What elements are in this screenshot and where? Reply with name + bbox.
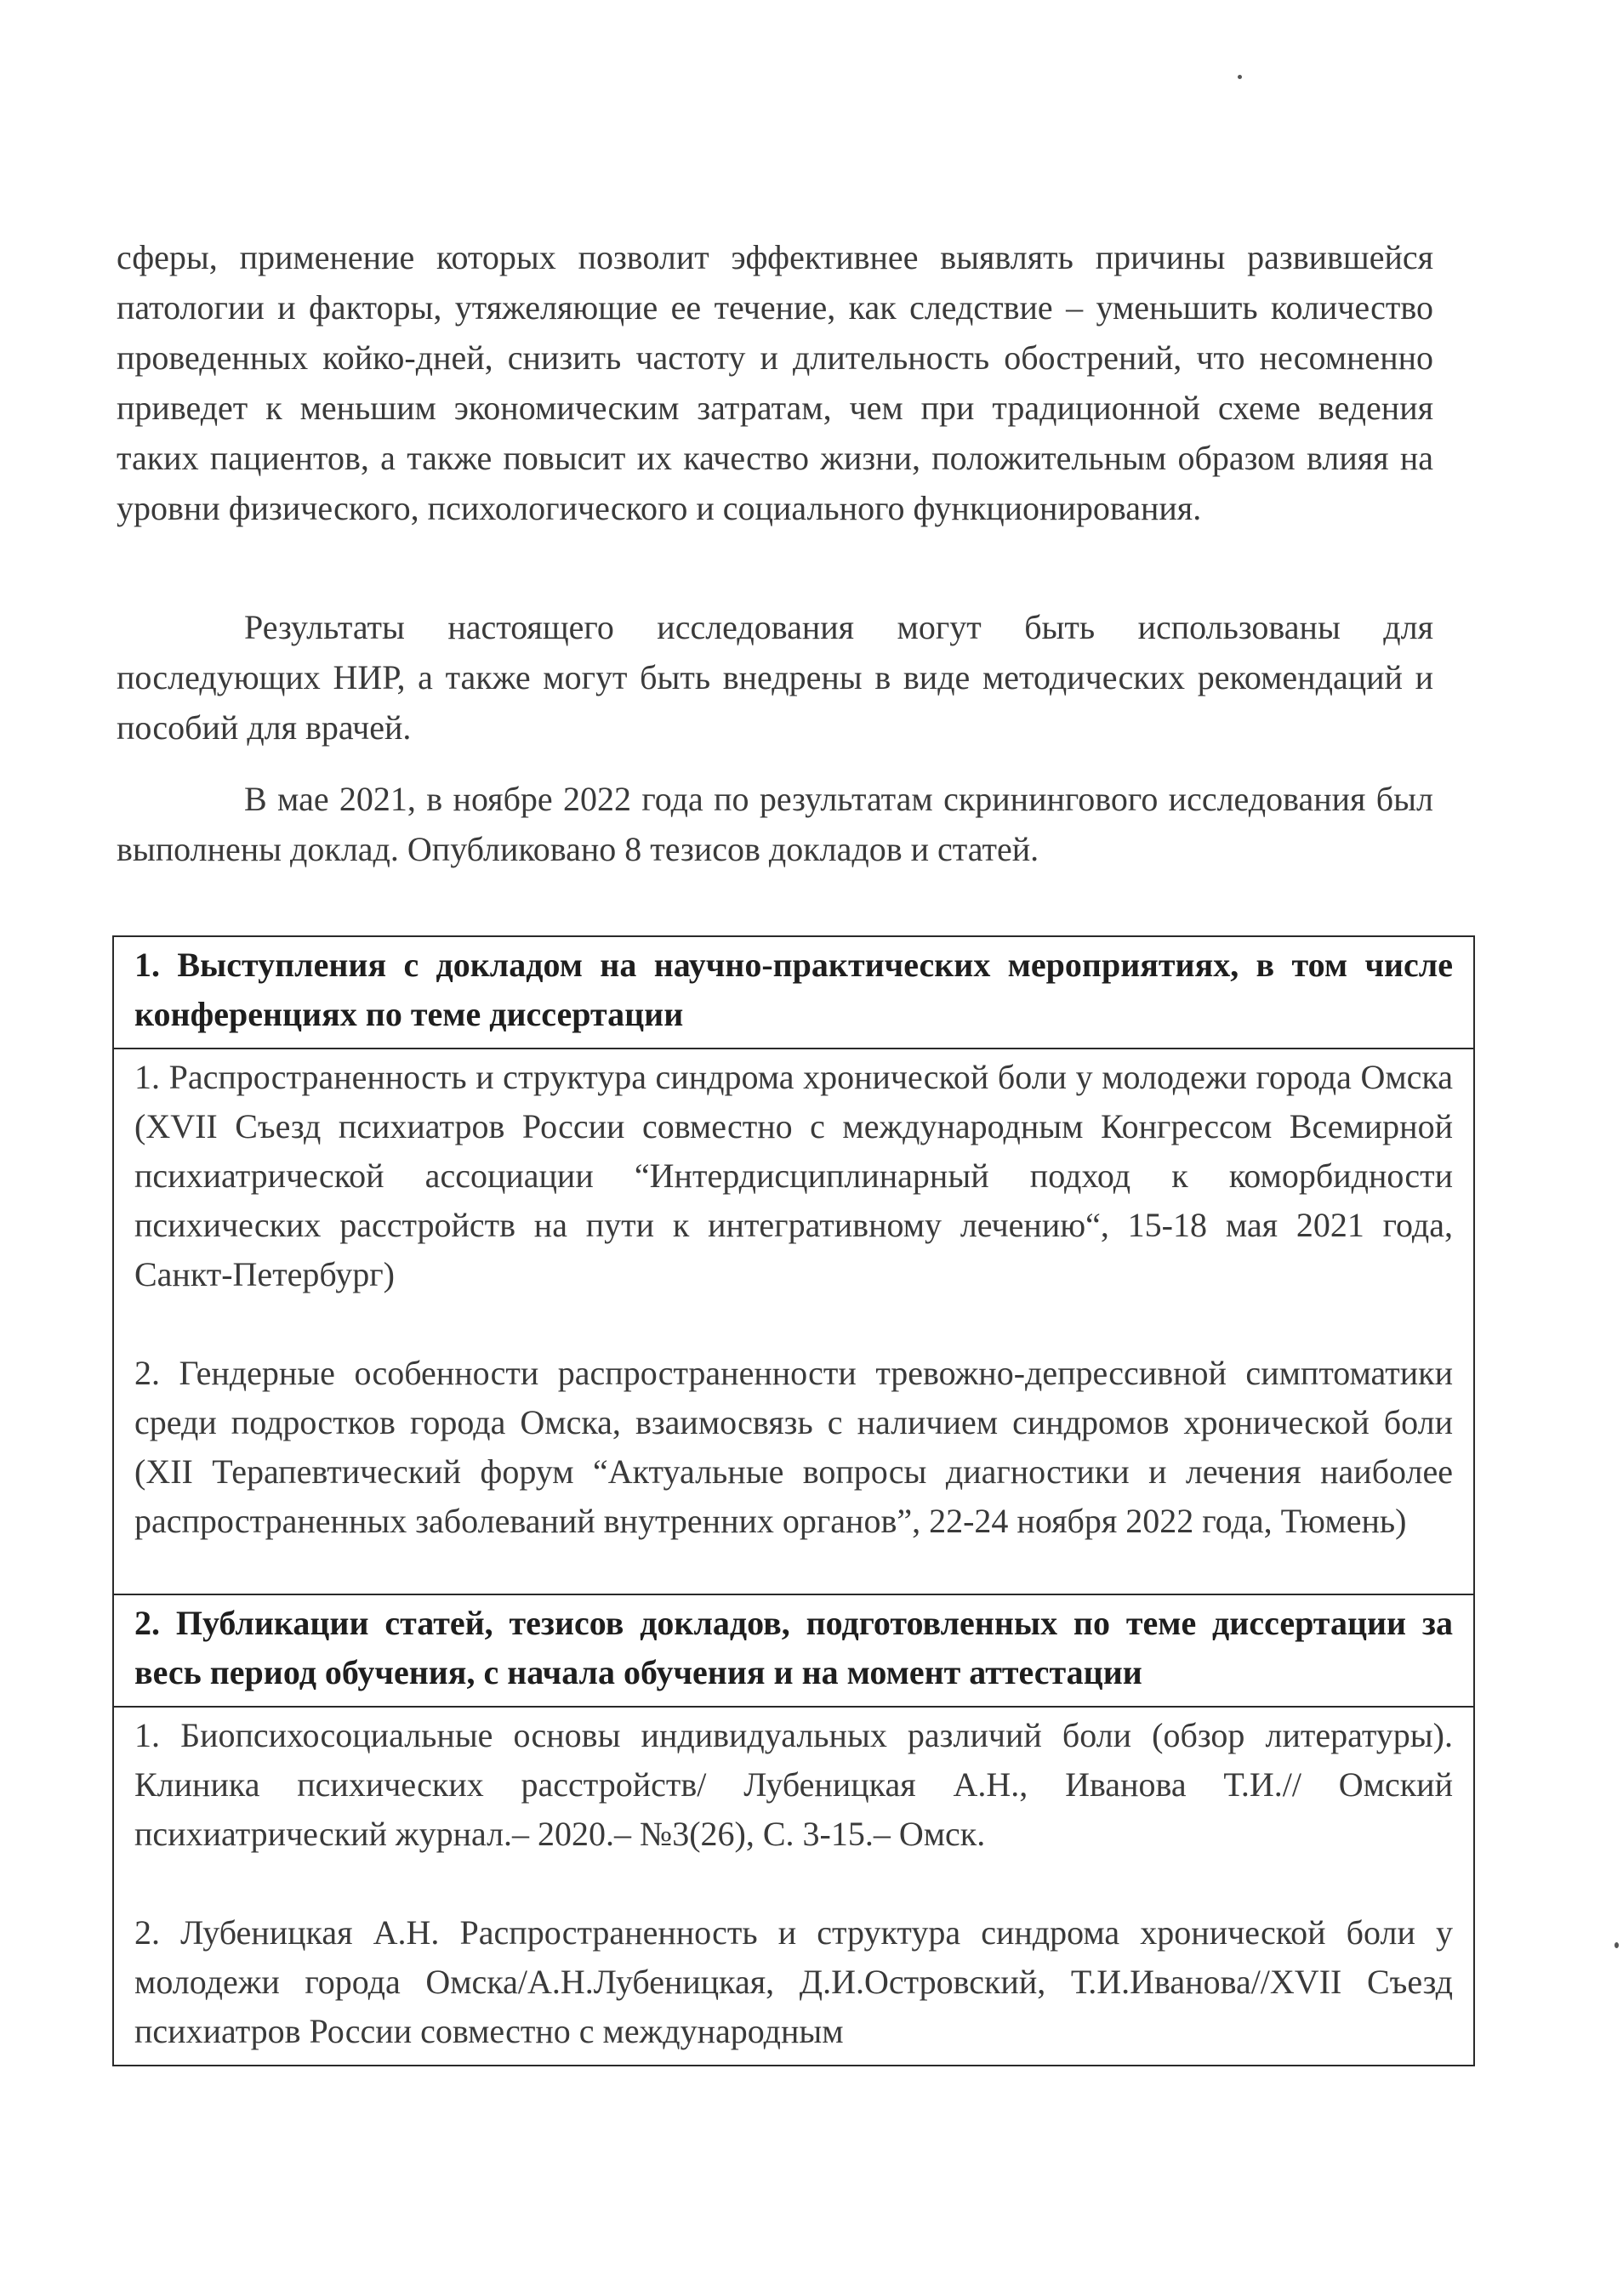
scan-speck-mark (1238, 75, 1242, 79)
table-row (113, 1707, 1474, 2066)
section-1-items (113, 1049, 1474, 1594)
section-2-items (113, 1707, 1474, 2066)
list-item: 2. Лубеницкая А.Н. Распространенность и структура синдрома хронической боли у молодежи города Омска/А.Н.Лубеницкая, Д.И.Островский, Т.И.Иванова//XVII Съезд психиатров России совместно с международным (134, 1913, 1453, 2050)
list-item: 2. Гендерные особенности распространенности тревожно-депрессивной симптоматики среди подростков города Омска, взаимосвязь с наличием синдромов хронической боли (XII Терапевтический форум “Актуальные вопросы диагностики и лечения наиболее распространенных заболеваний внутренних органов”, 22-24 ноября 2022 года, Тюмень) (134, 1354, 1453, 1540)
section-2-heading: 2. Публикации статей, тезисов докладов, подготовленных по теме диссертации за весь период обучения, с начала обучения и на момент аттестации (113, 1594, 1474, 1707)
body-paragraph-1: сферы, применение которых позволит эффективнее выявлять причины развившейся патологии и факторы, утяжеляющие ее течение, как следствие – уменьшить количество проведенных койко-дней, снизить частоту и длительность обострений, что несомненно приведет к меньшим экономическим затратам, чем при традиционной схеме ведения таких пациентов, а также повысит их качество жизни, положительным образом влияя на уровни физического, психологического и социального функционирования. (117, 238, 1433, 527)
body-paragraph-2: Результаты настоящего исследования могут быть использованы для последующих НИР, а также могут быть внедрены в виде методических рекомендаций и пособий для врачей. (117, 608, 1433, 747)
scan-speck-mark (1614, 1942, 1619, 1948)
table-row (113, 1049, 1474, 1594)
table-row (113, 1594, 1474, 1707)
section-1-heading: 1. Выступления с докладом на научно-практических мероприятиях, в том числе конференциях по теме диссертации (113, 936, 1474, 1049)
activities-table (112, 935, 1475, 2066)
table-row (113, 936, 1474, 1049)
body-paragraph-3: В мае 2021, в ноябре 2022 года по результатам скринингового исследования был выполнены доклад. Опубликовано 8 тезисов докладов и статей. (117, 780, 1433, 868)
list-item: 1. Распространенность и структура синдрома хронической боли у молодежи города Омска (XVII Съезд психиатров России совместно с международным Конгрессом Всемирной психиатрической ассоциации “Интердисциплинарный подход к коморбидности психических расстройств на пути к интегративному лечению“, 15-18 мая 2021 года, Санкт-Петербург) (134, 1058, 1453, 1293)
list-item: 1. Биопсихосоциальные основы индивидуальных различий боли (обзор литературы). Клиника психических расстройств/ Лубеницкая А.Н., Иванова Т.И.// Омский психиатрический журнал.– 2020.– №3(26), С. 3-15.– Омск. (134, 1716, 1453, 1853)
